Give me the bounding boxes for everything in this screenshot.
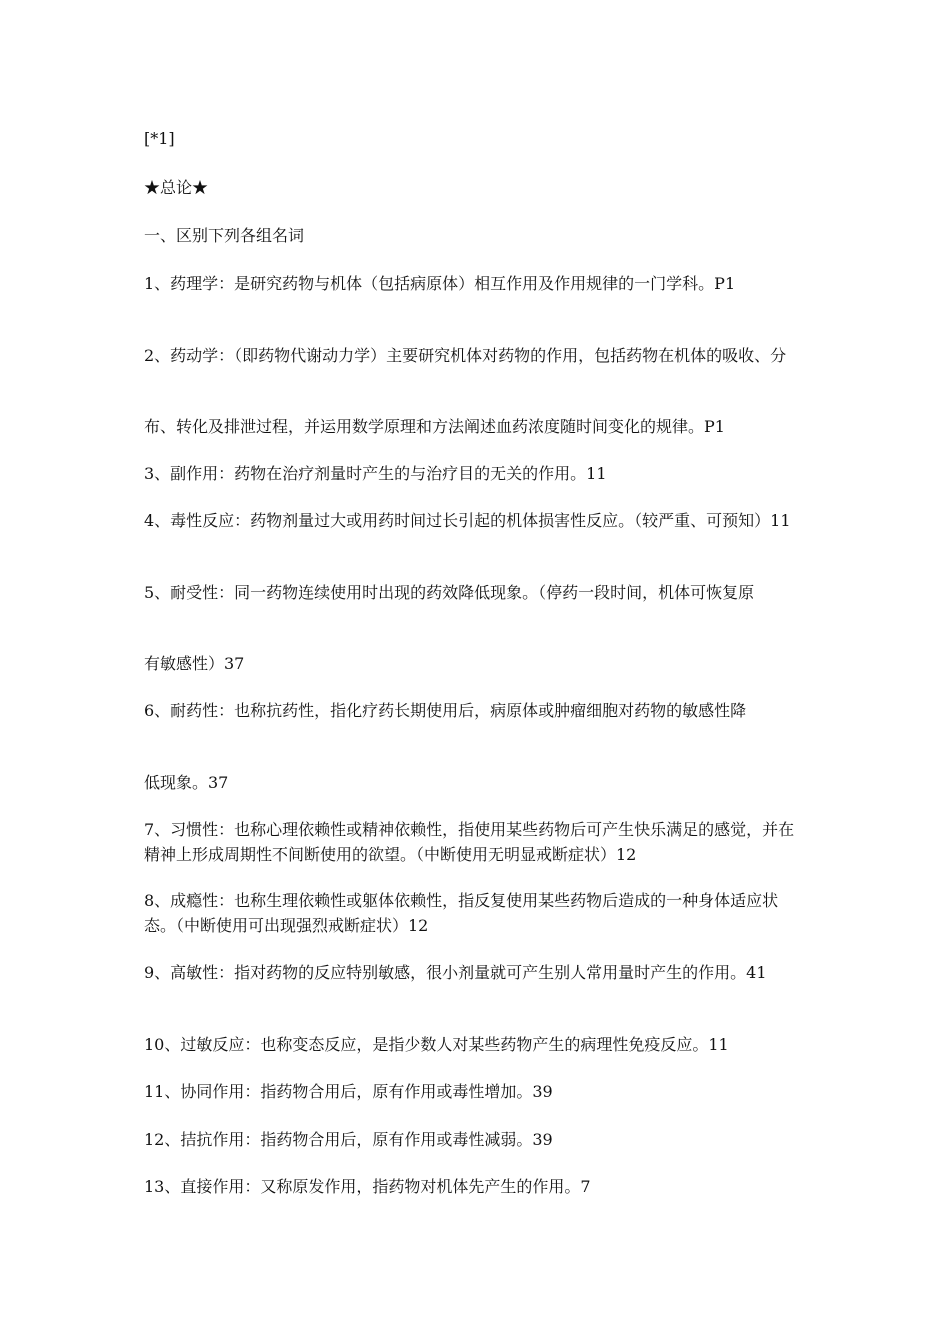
definition-paragraph: 9、高敏性：指对药物的反应特别敏感，很小剂量就可产生别人常用量时产生的作用。41: [144, 963, 767, 982]
definition-paragraph: 有敏感性）37: [144, 654, 245, 673]
definition-paragraph: 12、拮抗作用：指药物合用后，原有作用或毒性减弱。39: [144, 1130, 553, 1149]
definition-paragraph: 11、协同作用：指药物合用后，原有作用或毒性增加。39: [144, 1082, 553, 1101]
definition-paragraph: 4、毒性反应：药物剂量过大或用药时间过长引起的机体损害性反应。（较严重、可预知）11: [144, 511, 791, 530]
definition-paragraph: 8、成瘾性：也称生理依赖性或躯体依赖性，指反复使用某些药物后造成的一种身体适应状态。（中断使用可出现强烈戒断症状）12: [144, 891, 779, 935]
page-heading: ★总论★: [144, 178, 209, 197]
definition-paragraph: 1、药理学：是研究药物与机体（包括病原体）相互作用及作用规律的一门学科。P1: [144, 274, 736, 293]
definition-paragraph: 6、耐药性：也称抗药性，指化疗药长期使用后，病原体或肿瘤细胞对药物的敏感性降: [144, 701, 747, 720]
definition-paragraph: 低现象。37: [144, 773, 229, 792]
definition-paragraph: 2、药动学：（即药物代谢动力学）主要研究机体对药物的作用，包括药物在机体的吸收、分: [144, 346, 787, 365]
definition-paragraph: 7、习惯性：也称心理依赖性或精神依赖性，指使用某些药物后可产生快乐满足的感觉，并在精神上形成周期性不间断使用的欲望。（中断使用无明显戒断症状）12: [144, 820, 795, 864]
page-marker: [*1]: [144, 129, 175, 148]
definition-paragraph: 10、过敏反应：也称变态反应，是指少数人对某些药物产生的病理性免疫反应。11: [144, 1035, 729, 1054]
definition-paragraph: 布、转化及排泄过程，并运用数学原理和方法阐述血药浓度随时间变化的规律。P1: [144, 417, 725, 436]
definition-paragraph: 3、副作用：药物在治疗剂量时产生的与治疗目的无关的作用。11: [144, 464, 607, 483]
definition-paragraph: 13、直接作用：又称原发作用，指药物对机体先产生的作用。7: [144, 1177, 591, 1196]
section-title: 一、区别下列各组名词: [144, 226, 305, 245]
definition-paragraph: 5、耐受性：同一药物连续使用时出现的药效降低现象。（停药一段时间，机体可恢复原: [144, 583, 755, 602]
